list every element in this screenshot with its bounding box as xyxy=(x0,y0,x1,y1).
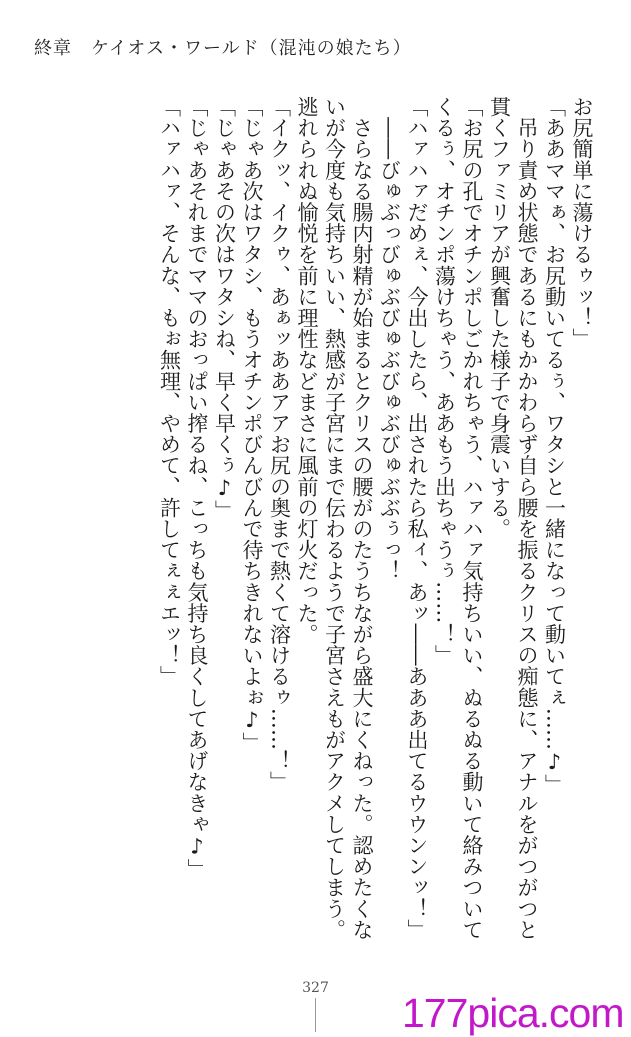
text-line: 「じゃあそれまでママのおっぱい搾るね、こっちも気持ち良くしてあげなきゃ♪」 xyxy=(185,96,209,880)
text-line: さらなる腸内射精が始まるとクリスの腰がのたうちながら盛大にくねった。認めたくな xyxy=(350,96,374,940)
text-line: ――びゅぶっびゅぶびゅぶびゅぶびゅぶぶぅっ！ xyxy=(377,96,402,582)
text-line: 吊り責め状態であるにもかかわらず自ら腰を振るクリスの痴態に、アナルをがつがつと xyxy=(515,96,539,940)
text-line: 「ハァハァ、そんな、もぉ無理、やめて、許してぇぇエッ！」 xyxy=(157,96,182,687)
watermark: 177pica.com xyxy=(402,990,624,1036)
text-line: お尻簡単に蕩けるゥッ！」 xyxy=(570,96,594,350)
text-line: 「じゃあ次はワタシ、もうオチンポびんびんで待ちきれないよぉ♪」 xyxy=(240,96,264,754)
text-line: くるぅ、オチンポ蕩けちゃう、ああもう出ちゃうぅ……！」 xyxy=(432,96,457,666)
text-line: 「ハァハァだめぇ、今出したら、出されたら私ィ、あッ――あああ出てるウウンンッ！」 xyxy=(405,96,429,940)
text-line: 「イクッ、イクゥ、あぁッああアアお尻の奥まで熱くて溶けるゥ……！」 xyxy=(267,96,292,793)
page-number-rule xyxy=(315,998,316,1032)
text-line: 「ああママぁ、お尻動いてるぅ、ワタシと一緒になって動いてぇ……♪」 xyxy=(542,96,567,796)
text-line: 「お尻の孔でオチンポしごかれちゃう、ハァハァ気持ちいい、ぬるぬる動いて絡みついて xyxy=(460,96,484,940)
text-line: 「じゃあその次はワタシね、早く早くぅ♪」 xyxy=(212,96,237,521)
text-line: 貫くファミリアが興奮した様子で身震いする。 xyxy=(487,96,512,540)
page-number: 327 xyxy=(302,980,329,996)
text-line: 逃れられぬ愉悦を前に理性などまさに風前の灯火だった。 xyxy=(295,96,319,645)
text-line: いが今度も気持ちいい、熱感が子宮にまで伝わるようで子宮さえもがアクメしてしまう。 xyxy=(322,96,347,940)
chapter-header: 終章 ケイオス・ワールド（混沌の娘たち） xyxy=(34,38,412,59)
body-text xyxy=(55,96,595,940)
